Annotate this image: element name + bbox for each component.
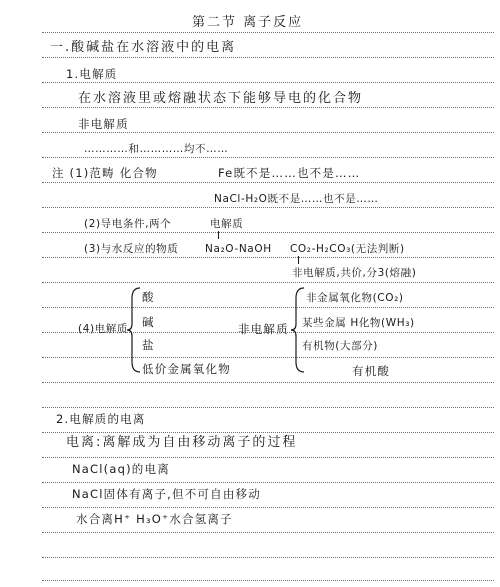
ruled-line	[42, 207, 494, 208]
ruled-line	[42, 257, 494, 258]
ruled-line	[42, 580, 494, 581]
section-heading-1: 一.酸碱盐在水溶液中的电离	[50, 40, 237, 55]
note-fe-text: Fe既不是……也不是……	[218, 166, 361, 180]
note-3-non-electrolyte: 非电解质,共价,分3(熔融)	[292, 267, 417, 279]
fill-in-blank-line: …………和…………均不……	[84, 143, 229, 155]
ruled-line	[42, 432, 494, 433]
ruled-line	[42, 307, 494, 308]
ruled-line	[42, 57, 494, 58]
ruled-line	[42, 382, 494, 383]
nacl-aq-ionization: NaCl(aq)的电离	[72, 462, 170, 476]
pointer-tick	[298, 256, 299, 264]
ruled-line	[42, 507, 494, 508]
electrolyte-definition: 在水溶液里或熔融状态下能够导电的化合物	[78, 91, 364, 106]
ruled-line	[42, 282, 494, 283]
list-right-item: 某些金属 H化物(WH₃)	[302, 317, 415, 329]
note-4-electrolyte: (4)电解质	[78, 323, 128, 335]
subheading-electrolyte: 1.电解质	[66, 67, 118, 81]
list-left-item: 酸	[142, 290, 155, 304]
list-left-item: 碱	[142, 315, 155, 329]
ruled-line	[42, 457, 494, 458]
list-left-item: 低价金属氧化物	[142, 362, 231, 376]
ruled-line	[42, 157, 494, 158]
list-left-item: 盐	[142, 338, 155, 352]
ruled-line	[42, 107, 494, 108]
note-1-label: 注 (1)范畴 化合物	[52, 166, 158, 180]
ruled-line	[42, 407, 494, 408]
pointer-tick	[218, 231, 219, 239]
note-2-electrolyte: 电解质	[210, 218, 244, 230]
non-electrolyte-label: 非电解质	[78, 117, 129, 131]
note-3-text: (3)与水反应的物质	[84, 243, 179, 255]
note-2-text: (2)导电条件,两个	[84, 218, 172, 230]
ruled-line	[42, 132, 494, 133]
note-nacl-text: NaCl-H₂O既不是……也不是……	[214, 193, 379, 205]
ionization-definition: 电离:离解成为自由移动离子的过程	[66, 435, 298, 450]
left-brace	[126, 286, 142, 374]
hydrated-ion-note: 水合离H⁺ H₃O⁺水合氢离子	[76, 512, 233, 526]
note-3-co2: CO₂-H₂CO₃(无法判断)	[290, 243, 405, 255]
subheading-ionization: 2.电解质的电离	[56, 412, 146, 426]
page-title: 第二节 离子反应	[192, 15, 304, 30]
middle-non-electrolyte: 非电解质	[238, 322, 289, 336]
ruled-line	[42, 32, 494, 33]
list-right-item: 有机酸	[352, 364, 391, 378]
note-3-na2o: Na₂O-NaOH	[205, 243, 272, 255]
list-right-item: 非金属氧化物(CO₂)	[306, 292, 404, 304]
ruled-line	[42, 532, 494, 533]
ruled-line	[42, 82, 494, 83]
ruled-line	[42, 482, 494, 483]
nacl-solid-note: NaCl固体有离子,但不可自由移动	[72, 487, 261, 501]
right-brace	[290, 286, 306, 374]
ruled-line	[42, 232, 494, 233]
ruled-line	[42, 357, 494, 358]
ruled-line	[42, 557, 494, 558]
list-right-item: 有机物(大部分)	[302, 340, 378, 352]
ruled-line	[42, 182, 494, 183]
